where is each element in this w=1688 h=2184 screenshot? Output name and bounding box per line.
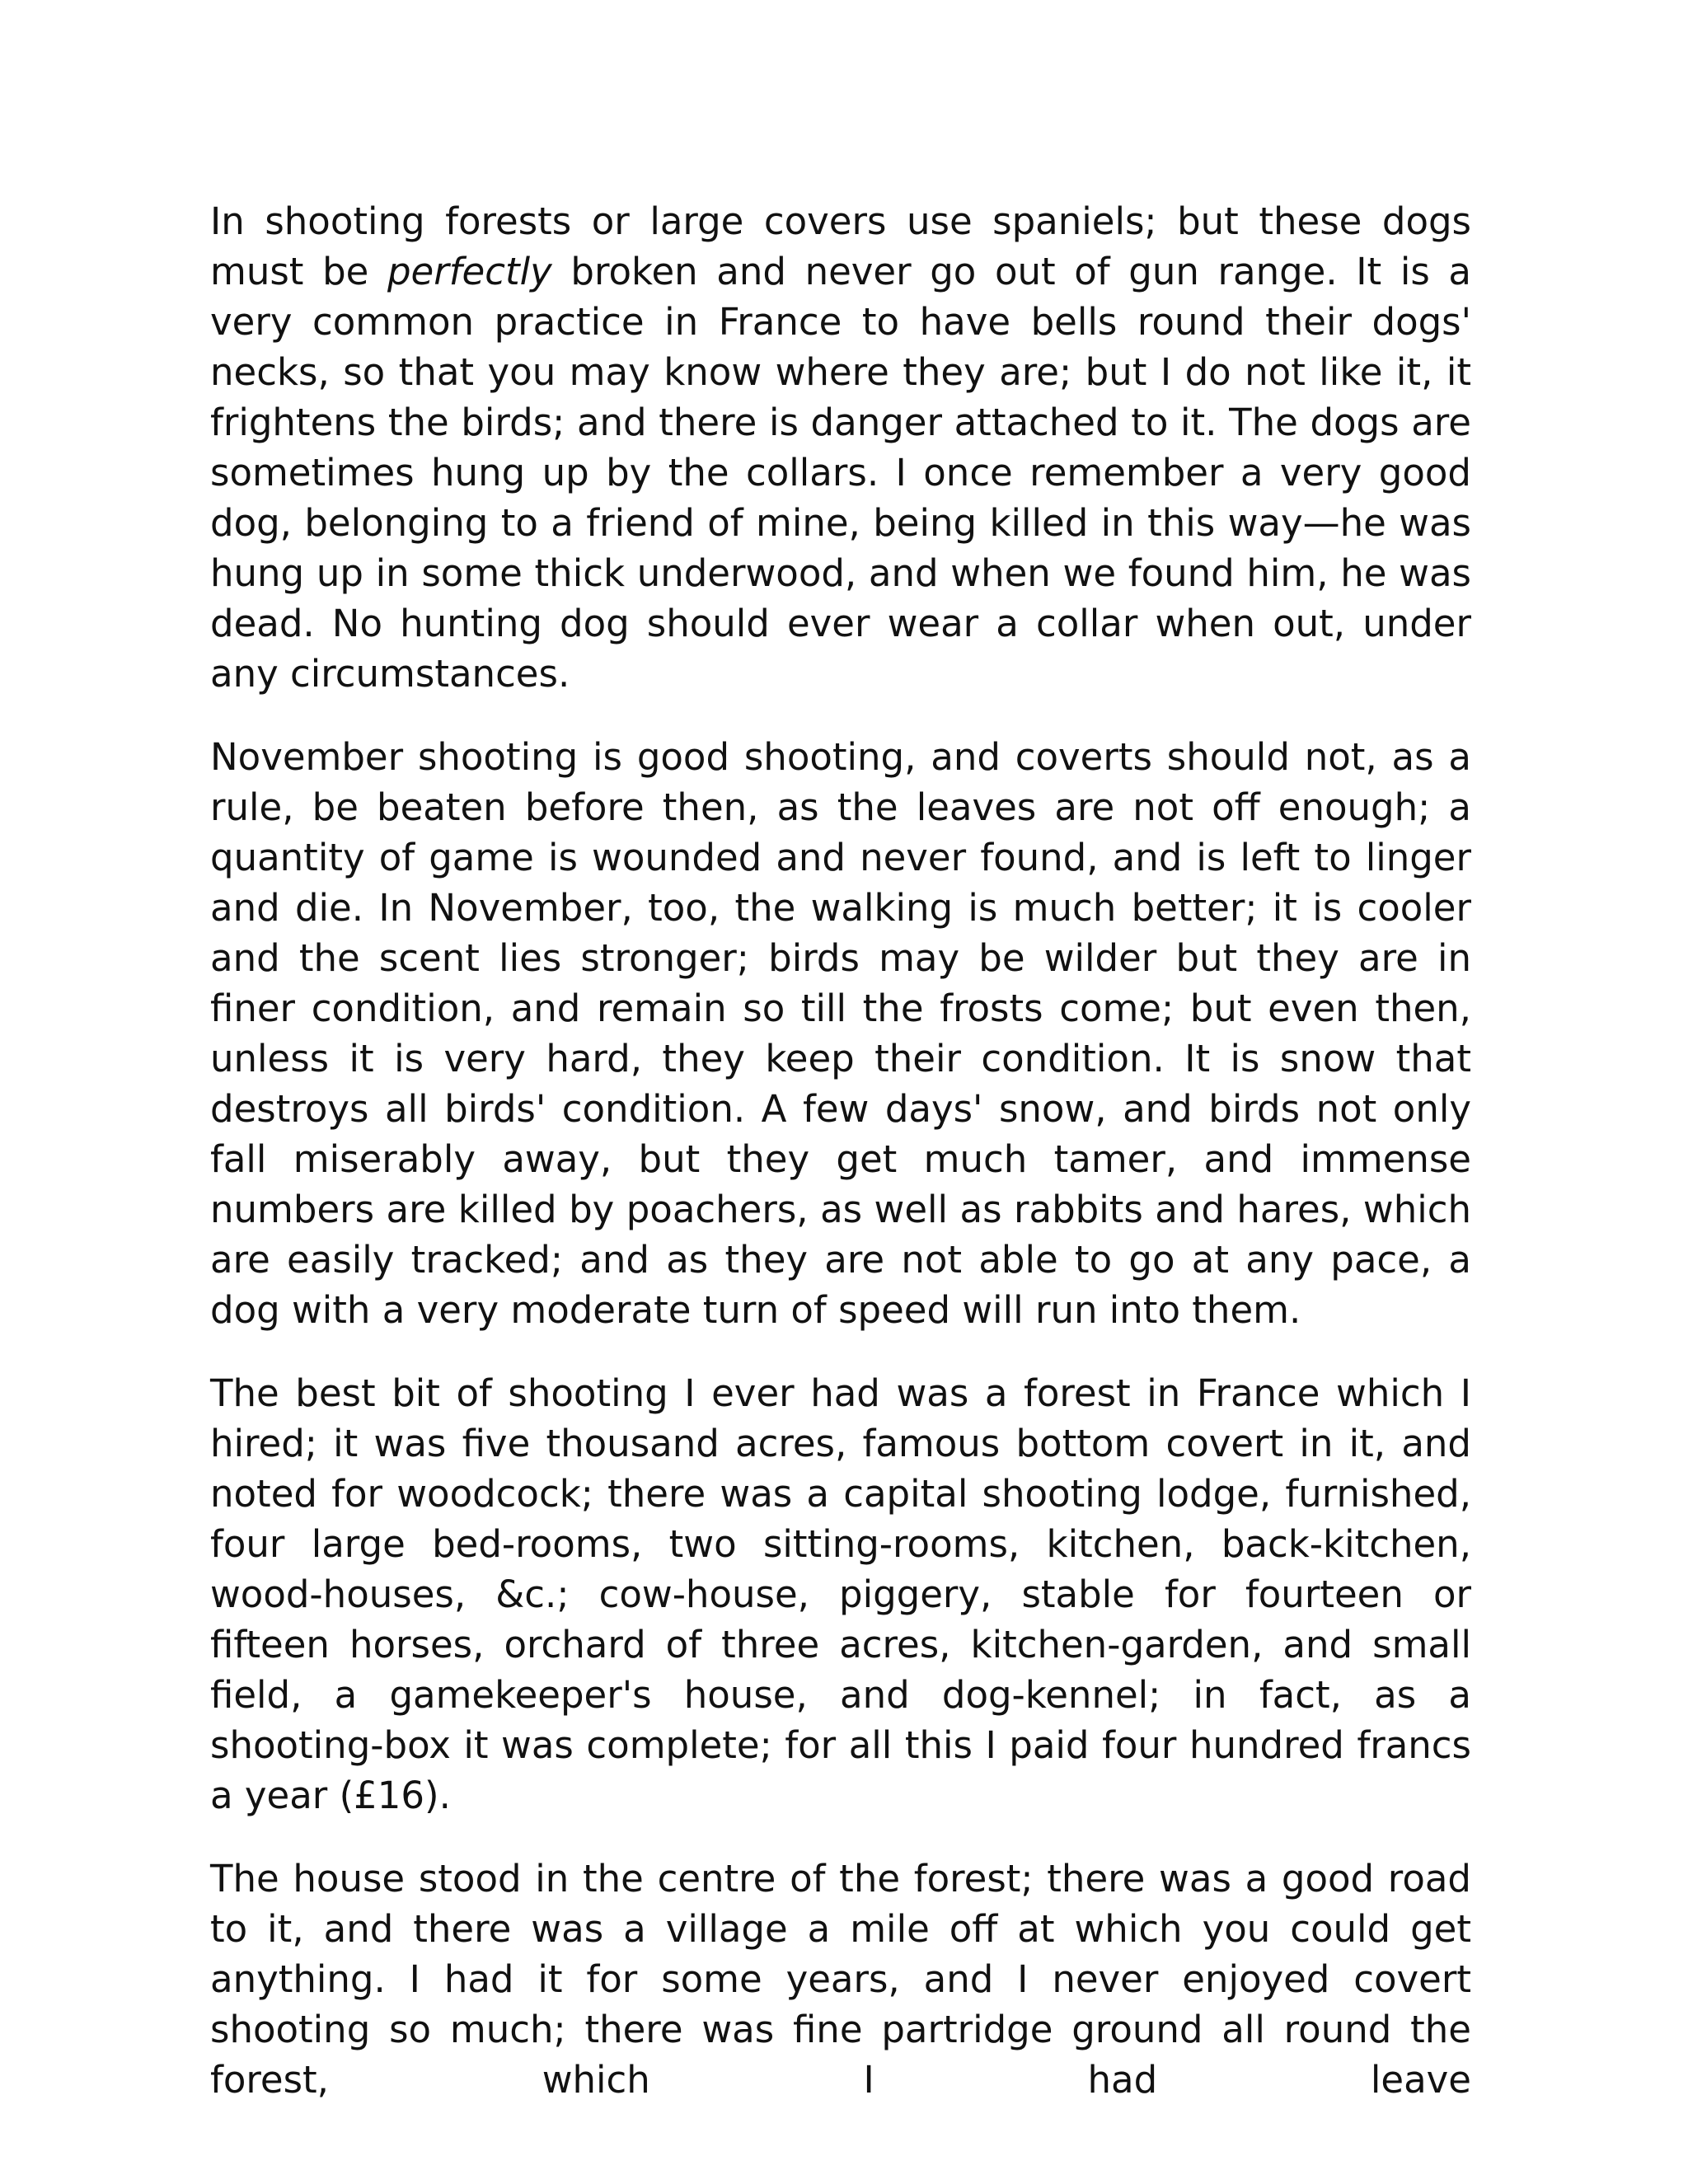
paragraph-text: In shooting forests or large covers use spaniels; but these dogs must be	[210, 199, 1471, 293]
paragraph-november-shooting: November shooting is good shooting, and coverts should not, as a rule, be beaten before then, as the leaves are not off enough; a quantity of game is wounded and never found, and is left to linger and die. In November, too, the walking is much better; it is cooler and the scent lies stronger; birds may be wilder but they are in finer condition, and remain so till the frosts come; but even then, unless it is very hard, they keep their condition. It is snow that destroys all birds' condition. A few days' snow, and birds not only fall miserably away, but they get much tamer, and immense numbers are killed by poachers, as well as rabbits and hares, which are easily tracked; and as they are not able to go at any pace, a dog with a very moderate turn of speed will run into them.	[210, 735, 1471, 1332]
document-page	[210, 196, 1471, 2105]
emphasis-text: perfectly	[387, 250, 552, 293]
paragraph-text: broken and never go out of gun range. It is a very common practice in France to have bells round their dogs' necks, so that you may know where they are; but I do not like it, it frightens the birds; and there is danger attached to it. The dogs are sometimes hung up by the collars. I once remember a very good dog, belonging to a friend of mine, being killed in this way—he was hung up in some thick underwood, and when we found him, he was dead. No hunting dog should ever wear a collar when out, under any circumstances.	[210, 250, 1471, 696]
paragraph-house: The house stood in the centre of the forest; there was a good road to it, and there was a village a mile off at which you could get anything. I had it for some years, and I never enjoyed covert shooting so much; there was fine partridge ground all round the forest, which I had leave	[210, 1857, 1471, 2102]
paragraph-spaniels	[210, 196, 1471, 699]
paragraph-best-shooting: The best bit of shooting I ever had was a forest in France which I hired; it was five thousand acres, famous bottom covert in it, and noted for woodcock; there was a capital shooting lodge, furnished, four large bed-rooms, two sitting-rooms, kitchen, back-kitchen, wood-houses, &c.; cow-house, piggery, stable for fourteen or fifteen horses, orchard of three acres, kitchen-garden, and small field, a gamekeeper's house, and dog-kennel; in fact, as a shooting-box it was complete; for all this I paid four hundred francs a year (£16).	[210, 1371, 1471, 1817]
